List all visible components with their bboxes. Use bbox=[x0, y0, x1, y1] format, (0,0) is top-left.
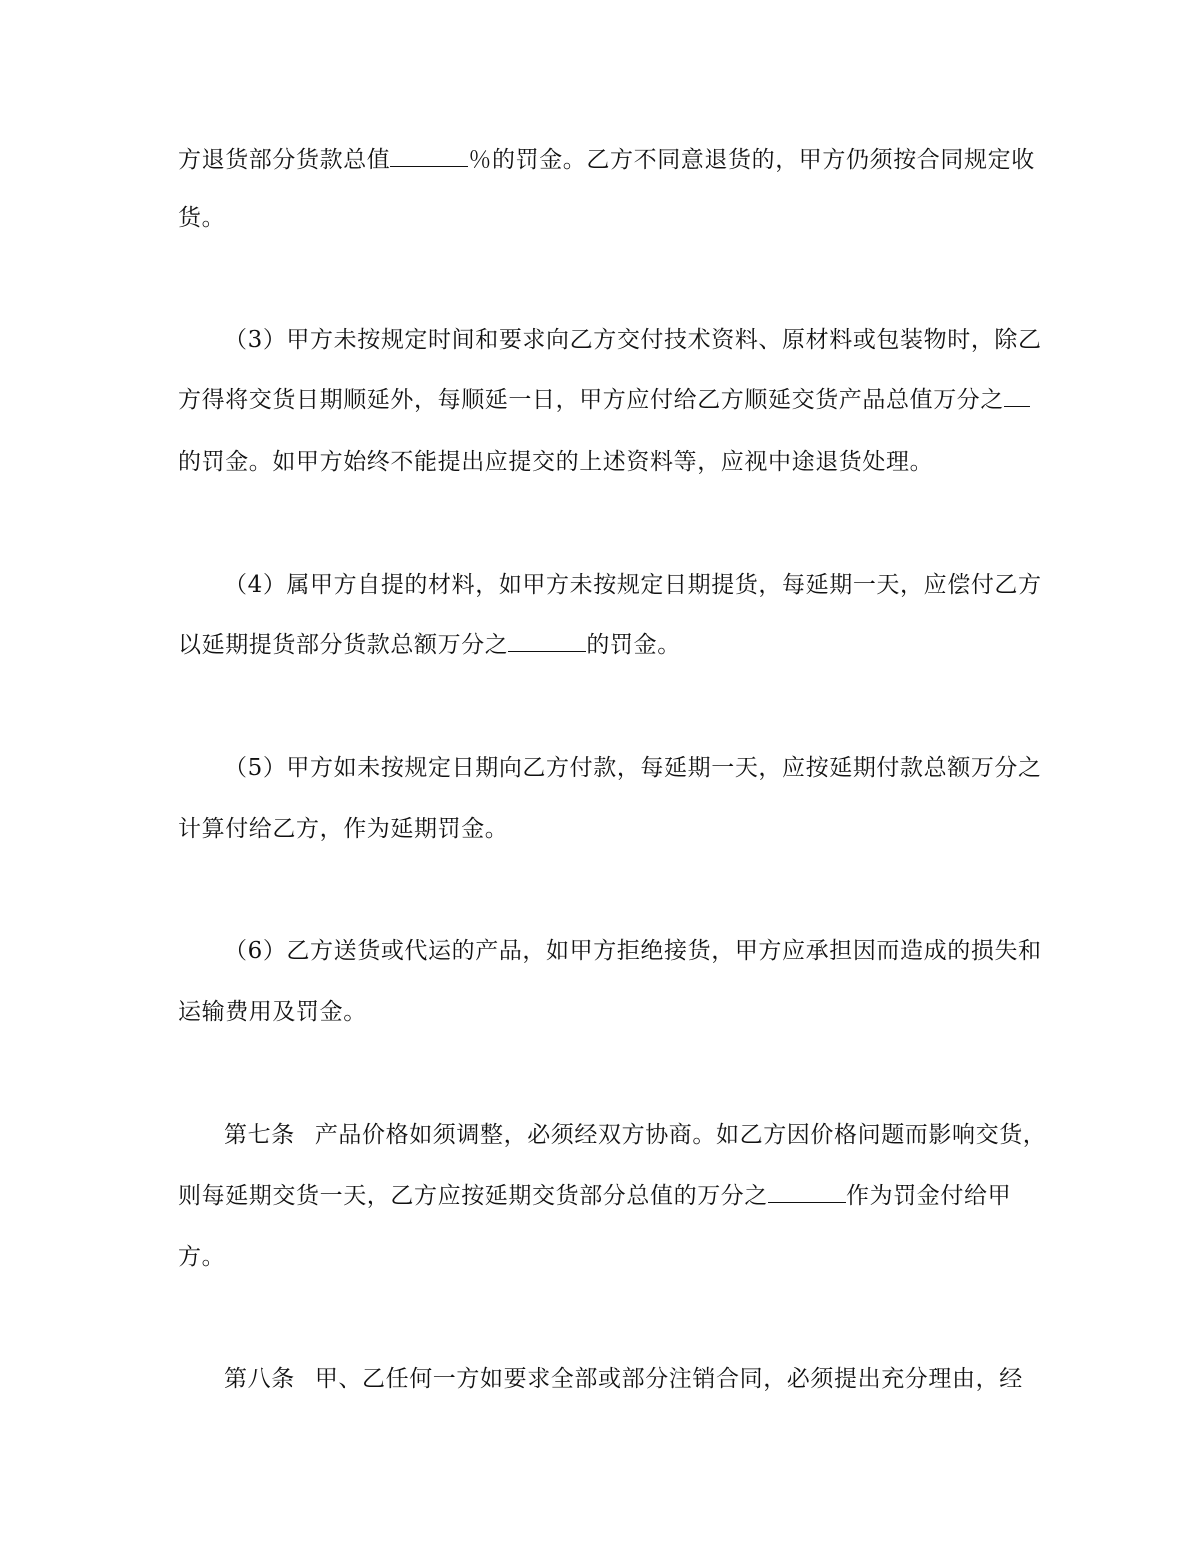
paragraph-line bbox=[178, 145, 1035, 175]
text-segment: 产品价格如须调整，必须经双方协商。如乙方因价格问题而影响交货， bbox=[314, 1122, 1047, 1148]
text-segment: 作为罚金付给甲 bbox=[846, 1183, 1012, 1209]
text-segment: 甲、乙任何一方如要求全部或部分注销合同，必须提出充分理由，经 bbox=[314, 1366, 1023, 1392]
paragraph-line: 的罚金。如甲方始终不能提出应提交的上述资料等，应视中途退货处理。 bbox=[178, 449, 934, 475]
clause-3-line: （3）甲方未按规定时间和要求向乙方交付技术资料、原材料或包装物时，除乙 bbox=[224, 327, 1042, 353]
article-label: 第七条 bbox=[224, 1122, 295, 1148]
clause-4-line: （4）属甲方自提的材料，如甲方未按规定日期提货，每延期一天，应偿付乙方 bbox=[224, 572, 1042, 598]
article-8-line bbox=[224, 1364, 1028, 1394]
text-segment: 则每延期交货一天，乙方应按延期交货部分总值的万分之 bbox=[178, 1183, 768, 1209]
fill-blank bbox=[508, 631, 586, 652]
fill-blank bbox=[390, 146, 468, 167]
text-segment: 以延期提货部分货款总额万分之 bbox=[178, 632, 509, 658]
article-7-line bbox=[224, 1120, 1047, 1150]
text-segment: 的罚金。 bbox=[586, 632, 681, 658]
text-segment: ％的罚金。乙方不同意退货的，甲方仍须按合同规定收 bbox=[468, 147, 1035, 173]
text-segment: 方得将交货日期顺延外，每顺延一日，甲方应付给乙方顺延交货产品总值万分之 bbox=[178, 387, 1004, 413]
clause-6-line: （6）乙方送货或代运的产品，如甲方拒绝接货，甲方应承担因而造成的损失和 bbox=[224, 938, 1042, 964]
fill-blank bbox=[1004, 386, 1030, 407]
paragraph-line: 计算付给乙方，作为延期罚金。 bbox=[178, 816, 509, 842]
text-segment: 方退货部分货款总值 bbox=[178, 147, 391, 173]
clause-5-line: （5）甲方如未按规定日期向乙方付款，每延期一天，应按延期付款总额万分之 bbox=[224, 755, 1042, 781]
fill-blank bbox=[768, 1182, 846, 1203]
paragraph-line: 货。 bbox=[178, 205, 226, 231]
paragraph-line: 运输费用及罚金。 bbox=[178, 999, 367, 1025]
paragraph-line bbox=[178, 1181, 1028, 1211]
paragraph-line bbox=[178, 385, 1028, 415]
paragraph-line: 方。 bbox=[178, 1244, 226, 1270]
paragraph-line bbox=[178, 630, 1028, 660]
article-label: 第八条 bbox=[224, 1366, 295, 1392]
